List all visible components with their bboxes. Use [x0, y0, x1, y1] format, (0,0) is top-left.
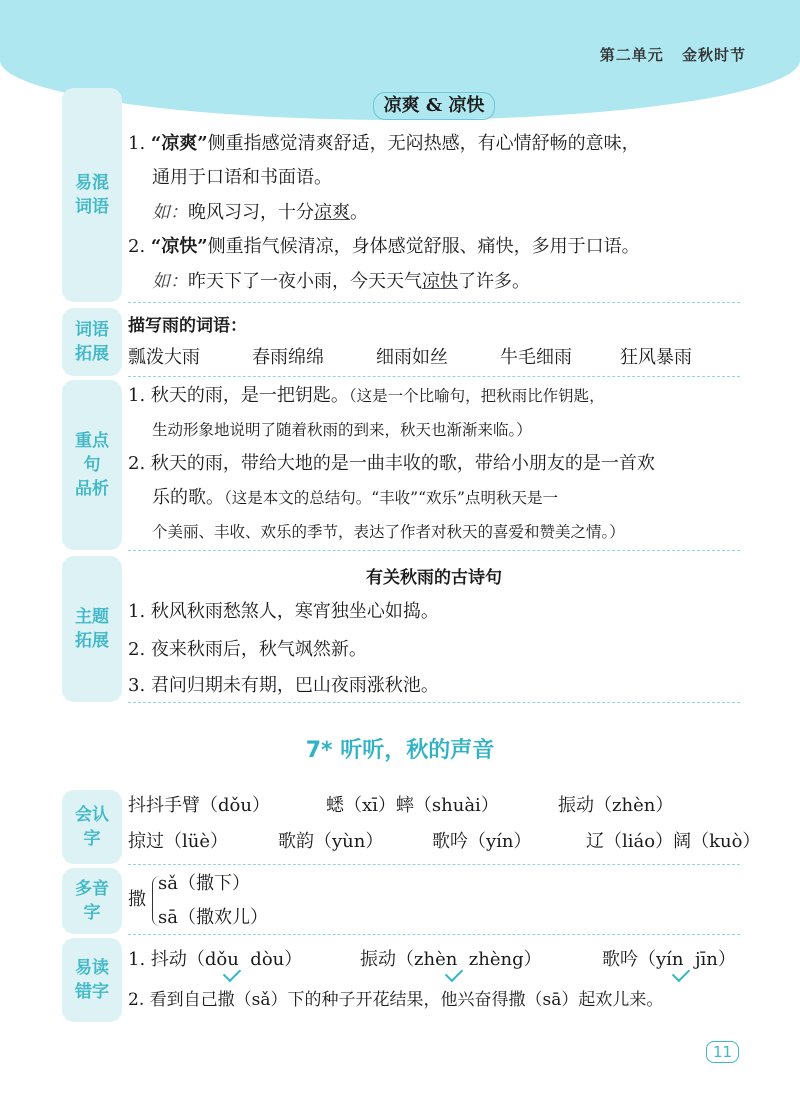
choice-entry: 1. 抖动（dǒu dòu） — [128, 949, 303, 970]
definition: 侧重指气候清凉，身体感觉舒服、痛快，多用于口语。 — [207, 236, 640, 257]
word-pair-title: 凉爽 & 凉快 — [373, 92, 496, 120]
choice-entry: 歌吟（yín jīn） — [602, 949, 736, 970]
running-header — [600, 44, 746, 65]
side-tab-theme: 主题 拓展 — [62, 556, 122, 702]
example-mark: 如： — [152, 271, 188, 292]
vocab-word: 细雨如丝 — [376, 347, 448, 368]
analysis-note: 生动形象地说明了随着秋雨的到来，秋天也渐渐来临。） — [152, 421, 532, 439]
section-key-sentences: 1. 秋天的雨，是一把钥匙。（这是一个比喻句，把秋雨比作钥匙， 生动形象地说明了随着秋雨的到来，秋天也渐渐来临。） 2. 秋天的雨，带给大地的是一曲丰收的歌，带给小朋友的是一首欢 乐的歌。（这是本文的总结句。“丰收”“欢乐”点明秋天是一 个美丽、丰收、欢乐的季节，表达了作者对秋天的喜爱和赞美之情。） — [128, 380, 740, 551]
example-1: 如：晚风习习，十分凉爽。 — [152, 202, 368, 223]
definition-cont: 通用于口语和书面语。 — [152, 167, 332, 188]
side-tab-confusable — [62, 88, 122, 302]
poem-line: 3. 君问归期未有期，巴山夜雨涨秋池。 — [128, 675, 439, 696]
vocab-word: 牛毛细雨 — [500, 347, 572, 368]
side-tab-recognize: 会认字 — [62, 790, 122, 864]
side-tab-vocab: 词语 拓展 — [62, 308, 122, 376]
analysis-note: 个美丽、丰收、欢乐的季节，表达了作者对秋天的喜爱和赞美之情。） — [152, 523, 625, 541]
char-entry: 歌吟（yín） — [432, 831, 532, 852]
side-tab-polyphonic: 多音字 — [62, 868, 122, 934]
section-polyphonic — [128, 868, 740, 935]
section-vocab — [128, 308, 740, 377]
unit-label: 第二单元 — [599, 46, 664, 64]
section-recognize — [128, 790, 761, 865]
char-entry: 歌韵（yùn） — [278, 831, 384, 852]
example-2: 如：昨天下了一夜小雨，今天天气凉快了许多。 — [152, 271, 530, 292]
section-misread — [128, 938, 740, 1022]
vocab-word: 春雨绵绵 — [252, 347, 324, 368]
sentence-1: 1. 秋天的雨，是一把钥匙。（这是一个比喻句，把秋雨比作钥匙， — [128, 385, 605, 406]
poem-line: 2. 夜来秋雨后，秋气飒然新。 — [128, 639, 367, 660]
definition: 侧重指感觉清爽舒适，无闷热感，有心情舒畅的意味， — [207, 133, 640, 154]
char-entry: 振动（zhèn） — [558, 795, 674, 816]
keyword: “凉爽” — [150, 133, 208, 154]
section-confusable — [128, 88, 740, 303]
choice-entry: 振动（zhèn zhèng） — [360, 949, 542, 970]
char-entry: 蟋（xī）蟀（shuài） — [326, 795, 499, 816]
sentence-entry: 2. 看到自己撒（sǎ）下的种子开花结果，他兴奋得撒（sā）起欢儿来。 — [128, 990, 664, 1010]
vocab-word: 瓢泼大雨 — [128, 347, 200, 368]
reading: sā（撒欢儿） — [158, 907, 268, 928]
keyword: “凉快” — [150, 236, 208, 257]
sentence-2: 2. 秋天的雨，带给大地的是一曲丰收的歌，带给小朋友的是一首欢 — [128, 453, 655, 474]
char-entry: 掠过（lüè） — [128, 831, 229, 852]
polyphonic-char: 撒 — [128, 889, 146, 910]
char-entry: 辽（liáo）阔（kuò） — [586, 831, 761, 852]
analysis-note: （这是一个比喻句，把秋雨比作钥匙， — [348, 387, 605, 405]
side-tab-misread: 易读 错字 — [62, 938, 122, 1022]
reading: sǎ（撒下） — [158, 873, 250, 894]
char-entry: 抖抖手臂（dǒu） — [128, 795, 270, 816]
poem-line: 1. 秋风秋雨愁煞人，寒宵独坐心如捣。 — [128, 601, 439, 622]
item-2: 2. “凉快”侧重指气候清凉，身体感觉舒服、痛快，多用于口语。 — [128, 236, 640, 257]
page-number: 11 — [706, 1041, 739, 1063]
section-theme — [128, 556, 740, 703]
underlined-word: 凉爽 — [314, 202, 350, 223]
analysis-note: （这是本文的总结句。“丰收”“欢乐”点明秋天是一 — [224, 489, 558, 507]
vocab-heading: 描写雨的词语： — [128, 316, 247, 336]
theme-title: 有关秋雨的古诗句 — [366, 568, 502, 588]
vocab-word: 狂风暴雨 — [620, 347, 692, 368]
lesson-title: 7* 听听，秋的声音 — [305, 738, 495, 763]
side-label-line: 词语 — [75, 197, 109, 217]
example-mark: 如： — [152, 202, 188, 223]
section-label: 金秋时节 — [681, 46, 746, 64]
item-1: 1. “凉爽”侧重指感觉清爽舒适，无闷热感，有心情舒畅的意味， — [128, 133, 640, 154]
underlined-word: 凉快 — [422, 271, 458, 292]
side-label-line: 易混 — [75, 173, 109, 193]
side-tab-key-sentences: 重点句 品析 — [62, 380, 122, 550]
